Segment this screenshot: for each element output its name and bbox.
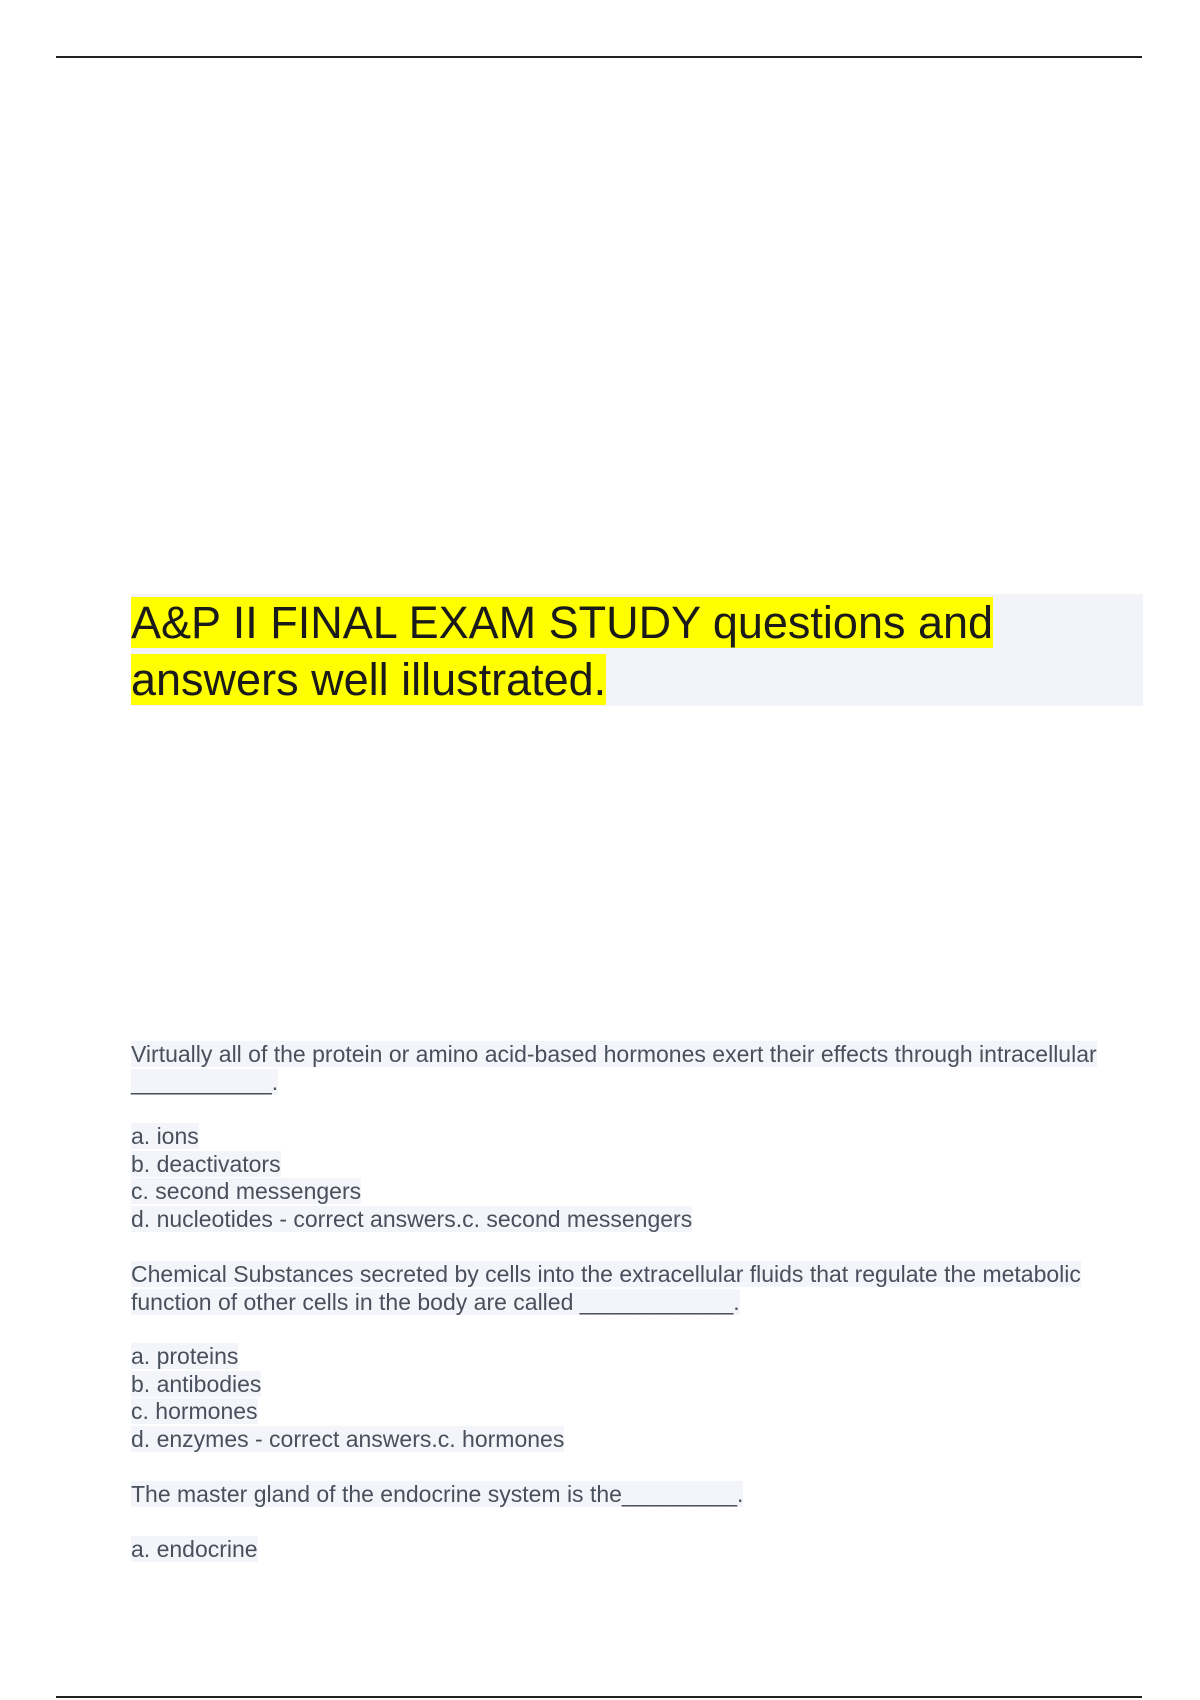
answer-option: a. proteins: [131, 1343, 239, 1369]
answer-option: a. ions: [131, 1123, 199, 1149]
title-highlight: A&P II FINAL EXAM STUDY questions and answers well illustrated.: [131, 597, 994, 705]
header-rule: [56, 56, 1142, 58]
questions-section: [131, 1041, 1143, 1591]
question-2: [131, 1261, 1143, 1453]
document-title: [131, 594, 1143, 708]
answer-option: a. endocrine: [131, 1535, 258, 1562]
answer-option: c. second messengers: [131, 1178, 362, 1204]
answer-option-with-correct-answer: d. enzymes - correct answers.c. hormones: [131, 1425, 565, 1452]
document-title-block: [131, 594, 1143, 706]
footer-rule: [56, 1696, 1142, 1698]
question-stem: The master gland of the endocrine system is the_________.: [131, 1481, 744, 1507]
question-3: [131, 1481, 1143, 1563]
question-stem: Chemical Substances secreted by cells into the extracellular fluids that regulate the metabolic function of other cells in the body are called ____________.: [131, 1261, 1081, 1315]
answer-option: b. antibodies: [131, 1370, 262, 1397]
answer-option: b. deactivators: [131, 1150, 281, 1177]
question-stem: Virtually all of the protein or amino acid-based hormones exert their effects through intracellular ___________.: [131, 1041, 1097, 1095]
answer-option-with-correct-answer: d. nucleotides - correct answers.c. second messengers: [131, 1205, 693, 1232]
answer-option: c. hormones: [131, 1398, 258, 1424]
question-1: [131, 1041, 1143, 1233]
